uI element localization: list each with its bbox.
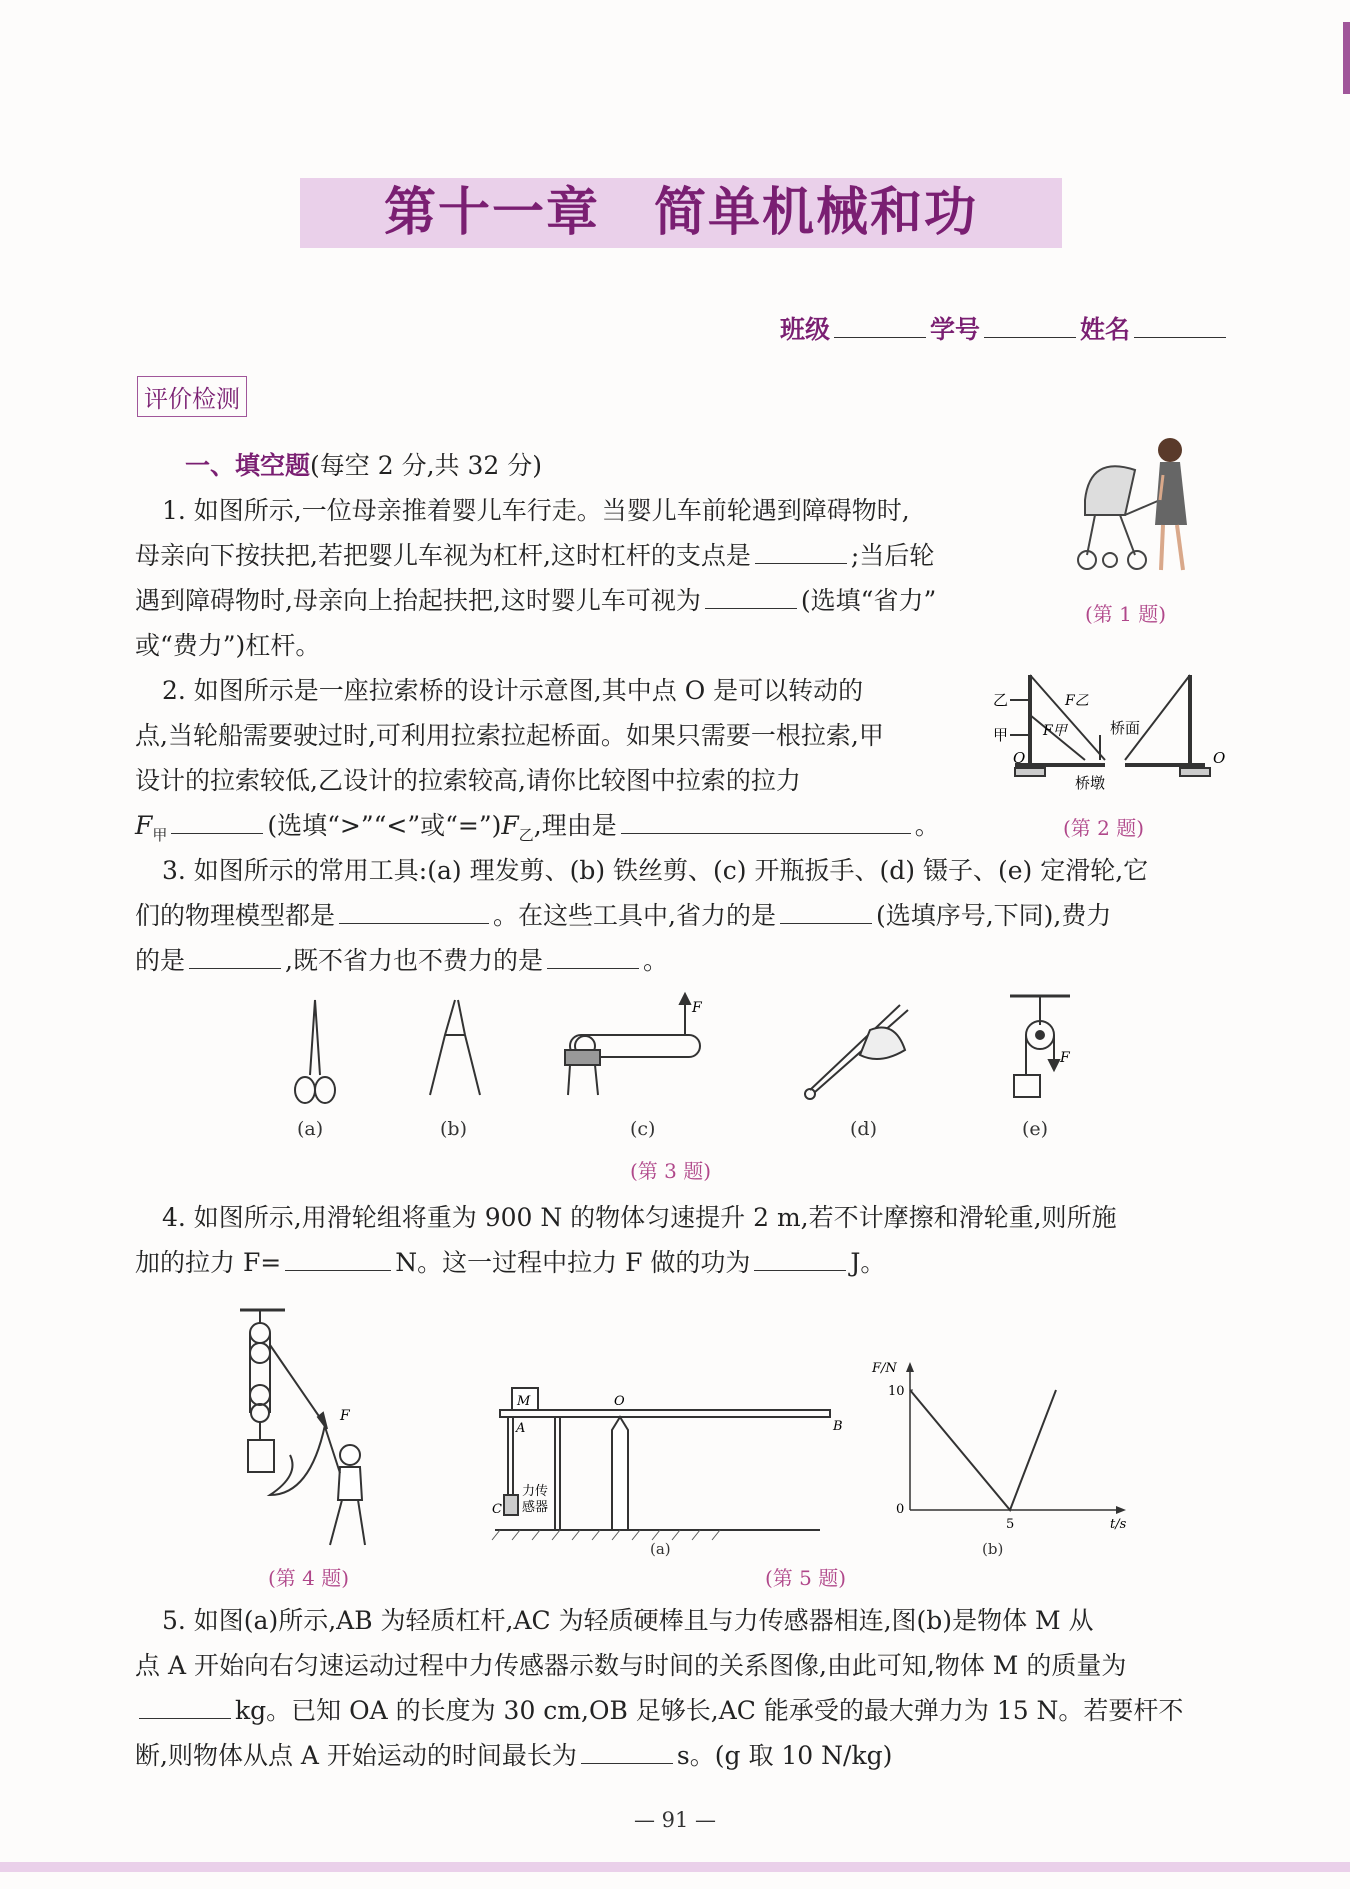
label-c: C: [492, 1502, 502, 1517]
q1-text: (选填“省力”: [800, 586, 937, 615]
label-bridge-deck: 桥面: [1110, 719, 1141, 737]
student-info: [780, 310, 1230, 346]
q5-line-1: 5. 如图(a)所示,AB 为轻质杠杆,AC 为轻质硬棒且与力传感器相连,图(b)是物体 M 从: [162, 1606, 1094, 1635]
force-e: F: [1060, 1050, 1070, 1066]
fulcrum: [612, 1417, 628, 1530]
stroller-hood: [1085, 466, 1135, 515]
label-jia: 甲: [993, 726, 1009, 744]
tool-label-d: (d): [850, 1118, 877, 1140]
q3-blank-3[interactable]: [189, 948, 281, 969]
label-m: M: [517, 1394, 531, 1409]
mother-figure: [1155, 438, 1187, 570]
q3-text: 。: [642, 946, 668, 975]
force-label: F: [340, 1408, 350, 1424]
page-number: — 91 —: [633, 1808, 717, 1832]
number-blank[interactable]: [984, 317, 1076, 338]
stroller-illustration: [1065, 430, 1205, 580]
q2-text: 乙: [518, 826, 534, 844]
pull-rope: [270, 1345, 325, 1425]
q5-line-4: [135, 1733, 892, 1778]
label-pier: 桥墩: [1075, 774, 1106, 792]
chapter-title: 第十一章 简单机械和功: [383, 183, 978, 243]
origin-label: 0: [896, 1502, 905, 1517]
q1-blank-2[interactable]: [705, 588, 797, 609]
bridge-diagram: [985, 665, 1235, 805]
q4-text: N。这一过程中拉力 F 做的功为: [395, 1248, 751, 1277]
q1-line-4: 或“费力”)杠杆。: [135, 631, 321, 660]
name-label: 姓名: [1079, 315, 1130, 344]
q4-blank-2[interactable]: [754, 1250, 846, 1271]
q4-line-2: [135, 1240, 885, 1285]
q2-text: ,理由是: [533, 811, 617, 840]
label-a: A: [516, 1421, 526, 1436]
man-figure: [325, 1427, 365, 1545]
tool-label-a: (a): [297, 1118, 324, 1140]
q3-caption: (第 3 题): [630, 1159, 712, 1183]
q2-line-2: 点,当轮船需要驶过时,可利用拉索拉起桥面。如果只需要一根拉索,甲: [135, 721, 884, 750]
q1-line-1: 1. 如图所示,一位母亲推着婴儿车行走。当婴儿车前轮遇到障碍物时,: [162, 496, 910, 525]
q2-caption: (第 2 题): [1063, 816, 1145, 840]
q1-text: ;当后轮: [850, 541, 935, 570]
q3-blank-2[interactable]: [780, 903, 872, 924]
q3-blank-1[interactable]: [339, 903, 489, 924]
graph-ylabel: F/N: [872, 1361, 897, 1376]
q3-line-3: [135, 938, 668, 983]
label-fjia: F甲: [1043, 723, 1067, 739]
force-sensor: [504, 1495, 518, 1515]
series-line: [910, 1390, 1056, 1510]
q3-text: (选填序号,下同),费力: [875, 901, 1112, 930]
q2-text: 。: [914, 811, 940, 840]
q2-line-1: 2. 如图所示是一座拉索桥的设计示意图,其中点 O 是可以转动的: [162, 676, 864, 705]
label-o-left: O: [1013, 749, 1026, 767]
q2-text: F: [501, 811, 519, 840]
label-b: B: [833, 1419, 843, 1434]
q1-line-2: [135, 533, 934, 578]
q4-text: J。: [850, 1248, 886, 1277]
number-label: 学号: [929, 315, 980, 344]
q1-text: 遇到障碍物时,母亲向上抬起扶把,这时婴儿车可视为: [135, 586, 701, 615]
q2-blank-1[interactable]: [171, 813, 263, 834]
q1-caption: (第 1 题): [1085, 602, 1167, 626]
fixed-pulley: [1010, 996, 1070, 1097]
force-c: F: [692, 1000, 702, 1016]
q2-blank-2[interactable]: [621, 813, 911, 834]
q5-caption: (第 5 题): [765, 1566, 847, 1590]
q1-text: 母亲向下按扶把,若把婴儿车视为杠杆,这时杠杆的支点是: [135, 541, 751, 570]
q2-text: F: [135, 811, 153, 840]
x-tick-5: 5: [1006, 1517, 1015, 1532]
q3-line-1: 3. 如图所示的常用工具:(a) 理发剪、(b) 铁丝剪、(c) 开瓶扳手、(d) 镊子、(e) 定滑轮,它: [162, 856, 1149, 885]
q5-text: s。(g 取 10 N/kg): [676, 1741, 893, 1770]
label-yi: 乙: [993, 691, 1009, 709]
edge-tab-mark: [1343, 22, 1350, 94]
label-fyi: F乙: [1065, 693, 1089, 709]
q3-blank-4[interactable]: [547, 948, 639, 969]
q3-text: 的是: [135, 946, 186, 975]
name-blank[interactable]: [1134, 317, 1226, 338]
stroller-handle: [1125, 500, 1160, 515]
q3-text: 。在这些工具中,省力的是: [493, 901, 776, 930]
x-axis-arrow: [1116, 1506, 1126, 1514]
q5-text: kg。已知 OA 的长度为 30 cm,OB 足够长,AC 能承受的最大弹力为 15 N。若要杆不: [235, 1696, 1184, 1725]
q3-text: ,既不省力也不费力的是: [285, 946, 543, 975]
q5-text: 断,则物体从点 A 开始运动的时间最长为: [135, 1741, 577, 1770]
bottle-opener: [565, 994, 700, 1095]
wire-cutters: [430, 1000, 480, 1095]
y-tick-10: 10: [888, 1384, 905, 1399]
sensor-label-2: 感器: [522, 1500, 549, 1515]
tool-label-c: (c): [630, 1118, 656, 1140]
lever-figure-a: [480, 1380, 850, 1550]
hair-scissors: [295, 1000, 335, 1103]
sensor-label-1: 力传: [522, 1484, 549, 1499]
class-blank[interactable]: [834, 317, 926, 338]
force-time-graph: [870, 1360, 1130, 1535]
class-label: 班级: [779, 315, 830, 344]
q5-blank-2[interactable]: [581, 1743, 673, 1764]
q2-text: 甲: [152, 826, 168, 844]
label-o: O: [614, 1394, 625, 1409]
section-heading: [185, 443, 542, 488]
fig5b-label: (b): [982, 1540, 1004, 1558]
q5-line-3: [135, 1688, 1183, 1733]
section-title: 一、填空题: [185, 451, 311, 480]
q2-line-3: 设计的拉索较低,乙设计的拉索较高,请你比较图中拉索的拉力: [135, 766, 801, 795]
tool-label-b: (b): [440, 1118, 467, 1140]
q4-line-1: 4. 如图所示,用滑轮组将重为 900 N 的物体匀速提升 2 m,若不计摩擦和滑轮重,则所施: [162, 1203, 1117, 1232]
section-note: (每空 2 分,共 32 分): [310, 451, 542, 480]
graph-xlabel: t/s: [1110, 1517, 1127, 1532]
y-axis-arrow: [906, 1362, 914, 1372]
q4-caption: (第 4 题): [268, 1566, 350, 1590]
q1-blank-1[interactable]: [755, 543, 847, 564]
tool-label-e: (e): [1022, 1118, 1049, 1140]
bottom-band: [0, 1862, 1350, 1872]
eval-tag: 评价检测: [137, 376, 247, 417]
tools-figure: [280, 990, 1100, 1115]
q1-line-3: [135, 578, 936, 623]
tweezers: [805, 1005, 908, 1099]
q4-blank-1[interactable]: [285, 1250, 391, 1271]
cable-yi: [1030, 675, 1105, 760]
label-o-right: O: [1213, 749, 1226, 767]
q4-text: 加的拉力 F=: [135, 1248, 282, 1277]
pulley-system-figure: [230, 1305, 390, 1550]
fig5a-label: (a): [650, 1540, 671, 1558]
lever-ab: [500, 1410, 830, 1417]
q5-blank-1[interactable]: [139, 1698, 231, 1719]
q3-line-2: [135, 893, 1111, 938]
q2-text: (选填“>”“<”或“=”): [267, 811, 502, 840]
q5-line-2: 点 A 开始向右匀速运动过程中力传感器示数与时间的关系图像,由此可知,物体 M 的质量为: [135, 1651, 1127, 1680]
q3-text: 们的物理模型都是: [135, 901, 336, 930]
